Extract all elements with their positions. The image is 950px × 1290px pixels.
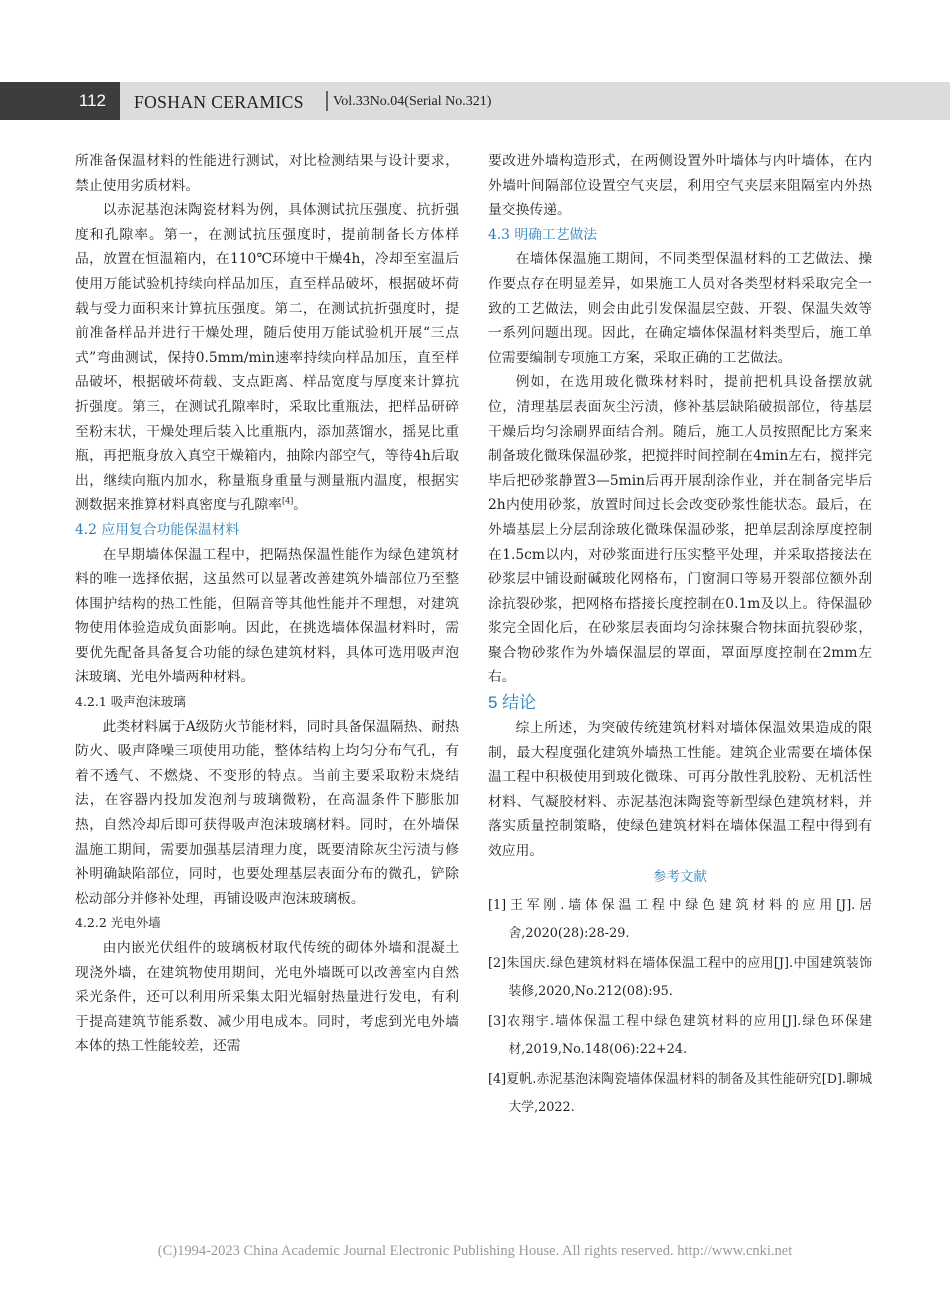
reference-item: [2]朱国庆.绿色建筑材料在墙体保温工程中的应用[J].中国建筑装饰装修,2020,No.212(08):95. [488,955,872,999]
left-column [75,149,459,1059]
subsection-heading-4-2-1: 4.2.1 吸声泡沫玻璃 [75,694,186,710]
issue-info: Vol.33No.04(Serial No.321) [333,94,492,109]
paragraph-text: 以赤泥基泡沫陶瓷材料为例，具体测试抗压强度、抗折强度和孔隙率。第一，在测试抗压强度时，提前制备长方体样品，放置在恒温箱内，在110℃环境中干燥4h，冷却至室温后使用万能试验机持续向样品加压，直至样品破坏，根据破坏荷载与受力面积来计算抗压强度。第二，在测试抗折强度时，提前准备样品并进行干燥处理，随后使用万能试验机开展“三点式”弯曲测试，保持0.5mm/min速率持续向样品加压，直至样品破坏，根据破坏荷载、支点距离、样品宽度与厚度来计算抗折强度。第三，在测试孔隙率时，采取比重瓶法，把样品研碎至粉末状，干燥处理后装入比重瓶内，添加蒸馏水，摇晃比重瓶，再把瓶身放入真空干燥箱内，抽除内部空气，等待4h后取出，继续向瓶内加水，称量瓶身重量与测量瓶内温度，根据实测数据来推算材料真密度与孔隙率 [75,202,459,514]
paragraph-process: 在墙体保温施工期间，不同类型保温材料的工艺做法、操作要点存在明显差异，如果施工人员对各类型材料采取完全一致的工艺做法，则会由此引发保温层空鼓、开裂、保温失效等一系列问题出现。因此，在确定墙体保温材料类型后，施工单位需要编制专项施工方案，采取正确的工艺做法。 [488,251,872,366]
right-column [488,149,872,1124]
reference-item: [4]夏帆.赤泥基泡沫陶瓷墙体保温材料的制备及其性能研究[D].聊城大学,2022. [488,1071,872,1115]
copyright-footer: (C)1994-2023 China Academic Journal Electronic Publishing House. All rights reserved. http://www.cnki.net [157,1243,793,1259]
page-number: 112 [0,82,120,120]
running-header [0,82,950,120]
paragraph-continued: 所准备保温材料的性能进行测试，对比检测结果与设计要求，禁止使用劣质材料。 [75,153,459,194]
paragraph-photovoltaic-wall: 由内嵌光伏组件的玻璃板材取代传统的砌体外墙和混凝土现浇外墙，在建筑物使用期间，光电外墙既可以改善室内自然采光条件，还可以利用所采集太阳光辐射热量进行发电，有利于提高建筑节能系数、减少用电成本。同时，考虑到光电外墙本体的热工性能较差，还需 [75,940,459,1055]
paragraph-foam-glass: 此类材料属于A级防火节能材料，同时具备保温隔热、耐热防火、吸声降噪三项使用功能，整体结构上均匀分布气孔，有着不透气、不燃烧、不变形的特点。当前主要采取粉末烧结法，在容器内投加发泡剂与玻璃微粉，在高温条件下膨胀加热，自然冷却后即可获得吸声泡沫玻璃材料。同时，在外墙保温施工期间，需要加强基层清理力度，既要清除灰尘污渍与修补明确缺陷部位，同时，也要处理基层表面分布的微孔，铲除松动部分并修补处理，再铺设吸声泡沫玻璃板。 [75,718,459,907]
section-heading-5-conclusion: 5 结论 [488,693,537,713]
header-divider [326,91,328,111]
citation-marker: [4] [281,496,294,506]
paragraph-conclusion: 综上所述，为突破传统建筑材料对墙体保温效果造成的限制，最大程度强化建筑外墙热工性能。建筑企业需要在墙体保温工程中积极使用到玻化微珠、可再分散性乳胶粉、无机活性材料、气凝胶材料、赤泥基泡沫陶瓷等新型绿色建筑材料，并落实质量控制策略，使绿色建筑材料在墙体保温工程中得到有效应用。 [488,720,872,860]
journal-name: FOSHAN CERAMICS [134,92,304,112]
paragraph-test-methods [75,198,459,518]
paragraph-composite-materials: 在早期墙体保温工程中，把隔热保温性能作为绿色建筑材料的唯一选择依据，这虽然可以显著改善建筑外墙部位乃至整体围护结构的热工性能，但隔音等其他性能并不理想，对建筑物使用体验造成负面影响。因此，在挑选墙体保温材料时，需要优先配备具备复合功能的绿色建筑材料，具体可选用吸声泡沫玻璃、光电外墙两种材料。 [75,546,459,686]
subsection-heading-4-2-2: 4.2.2 光电外墙 [75,915,161,931]
section-heading-4-2: 4.2 应用复合功能保温材料 [75,521,240,538]
paragraph-continued: 要改进外墙构造形式，在两侧设置外叶墙体与内叶墙体，在内外墙叶间隔部位设置空气夹层，利用空气夹层来阻隔室内外热量交换传递。 [488,153,872,219]
paragraph-example: 例如，在选用玻化微珠材料时，提前把机具设备摆放就位，清理基层表面灰尘污渍，修补基层缺陷破损部位，待基层干燥后均匀涂刷界面结合剂。随后，施工人员按照配比方案来制备玻化微珠保温砂浆，把搅拌时间控制在4min左右，搅拌完毕后把砂浆静置3—5min后再开展刮涂作业，并在制备完毕后2h内使用砂浆，放置时间过长会改变砂浆性能状态。最后，在外墙基层上分层刮涂玻化微珠保温砂浆，把单层刮涂厚度控制在1.5cm以内，对砂浆面进行压实整平处理，并采取搭接法在砂浆层中铺设耐碱玻化网格布，门窗洞口等易开裂部位额外刮涂抗裂砂浆，把网格布搭接长度控制在0.1m及以上。待保温砂浆完全固化后，在砂浆层表面均匀涂抹聚合物抹面抗裂砂浆，聚合物砂浆作为外墙保温层的罩面，罩面厚度控制在2mm左右。 [488,374,872,686]
references-title: 参考文献 [653,868,707,885]
reference-item: [3]农翔宇.墙体保温工程中绿色建筑材料的应用[J].绿色环保建材,2019,No.148(06):22+24. [488,1013,872,1057]
reference-item: [1]王军刚.墙体保温工程中绿色建筑材料的应用[J].居舍,2020(28):28-29. [488,897,872,941]
section-heading-4-3: 4.3 明确工艺做法 [488,226,598,243]
paragraph-end: 。 [293,497,308,514]
